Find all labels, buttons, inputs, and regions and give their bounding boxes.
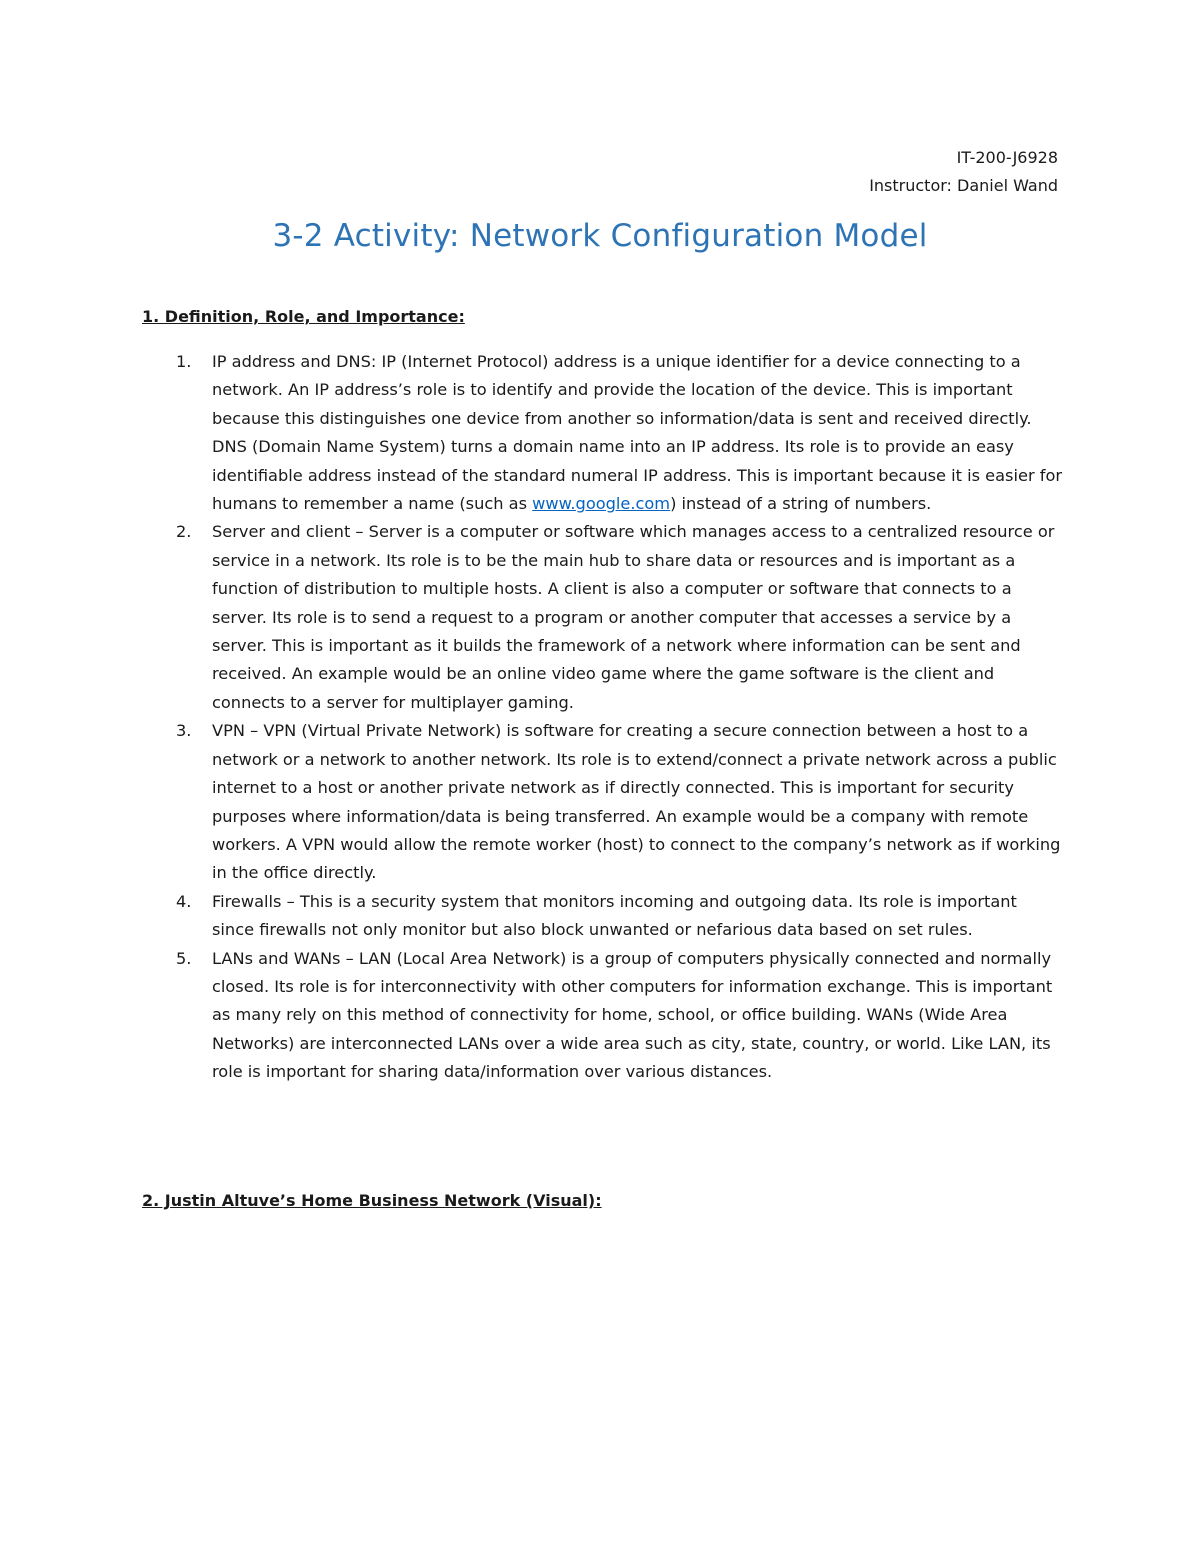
list-item-text: LANs and WANs – LAN (Local Area Network) is a group of computers physically connected and normally closed. Its role is for interconnectivity with other computers for information exchange. This is important as many rely on this method of connectivity for home, school, or office building. WANs (Wide Area Networks) are interconnected LANs over a wide area such as city, state, country, or world. Like LAN, its role is important for sharing data/information over various distances. — [212, 948, 1053, 1082]
list-item-number: 4. — [176, 891, 192, 911]
document-title: 3-2 Activity: Network Configuration Model — [272, 218, 928, 254]
list-item-text: VPN – VPN (Virtual Private Network) is software for creating a secure connection between a host to a network or a network to another network. Its role is to extend/connect a private network across a public internet to a host or another private network as if directly connected. This is important for security purposes where information/data is being transferred. An example would be a company with remote workers. A VPN would allow the remote worker (host) to connect to the company’s network as if working in the office directly. — [212, 721, 1061, 883]
section-1-heading: 1. Definition, Role, and Importance: — [142, 307, 465, 326]
document-header — [869, 144, 1058, 200]
list-item — [142, 945, 1062, 1087]
definitions-list — [142, 348, 1062, 1087]
list-item-text: IP address and DNS: IP (Internet Protocol) address is a unique identifier for a device connecting to a network. An IP address’s role is to identify and provide the location of the device. This is important because this distinguishes one device from another so information/data is sent and received directly. DNS (Domain Name System) turns a domain name into an IP address. Its role is to provide an easy identifiable address instead of the standard numeral IP address. This is important because it is easier for humans to remember a name (such as — [212, 352, 1063, 514]
list-item — [142, 348, 1062, 518]
instructor-name: Instructor: Daniel Wand — [869, 176, 1058, 195]
list-item-number: 1. — [176, 352, 192, 371]
google-link[interactable]: www.google.com — [532, 494, 671, 514]
list-item — [142, 518, 1062, 717]
list-item-number: 5. — [176, 948, 192, 968]
list-item-text: Server and client – Server is a computer or software which manages access to a centralized resource or service in a network. Its role is to be the main hub to share data or resources and is important as a function of distribution to multiple hosts. A client is also a computer or software that connects to a server. Its role is to send a request to a program or another computer that accesses a service by a server. This is important as it builds the framework of a network where information can be sent and received. An example would be an online video game where the game software is the client and connects to a server for multiplayer gaming. — [212, 522, 1055, 712]
list-item-text-end: ) instead of a string of numbers. — [670, 494, 932, 514]
list-item — [142, 717, 1062, 887]
course-code: IT-200-J6928 — [956, 148, 1058, 167]
section-2-heading: 2. Justin Altuve’s Home Business Network (Visual): — [142, 1191, 602, 1210]
list-item-number: 2. — [176, 522, 192, 542]
list-item-text: Firewalls – This is a security system that monitors incoming and outgoing data. Its role is important since firewalls not only monitor but also block unwanted or nefarious data based on set rules. — [212, 891, 1017, 940]
list-item — [142, 888, 1062, 945]
list-item-number: 3. — [176, 721, 192, 741]
